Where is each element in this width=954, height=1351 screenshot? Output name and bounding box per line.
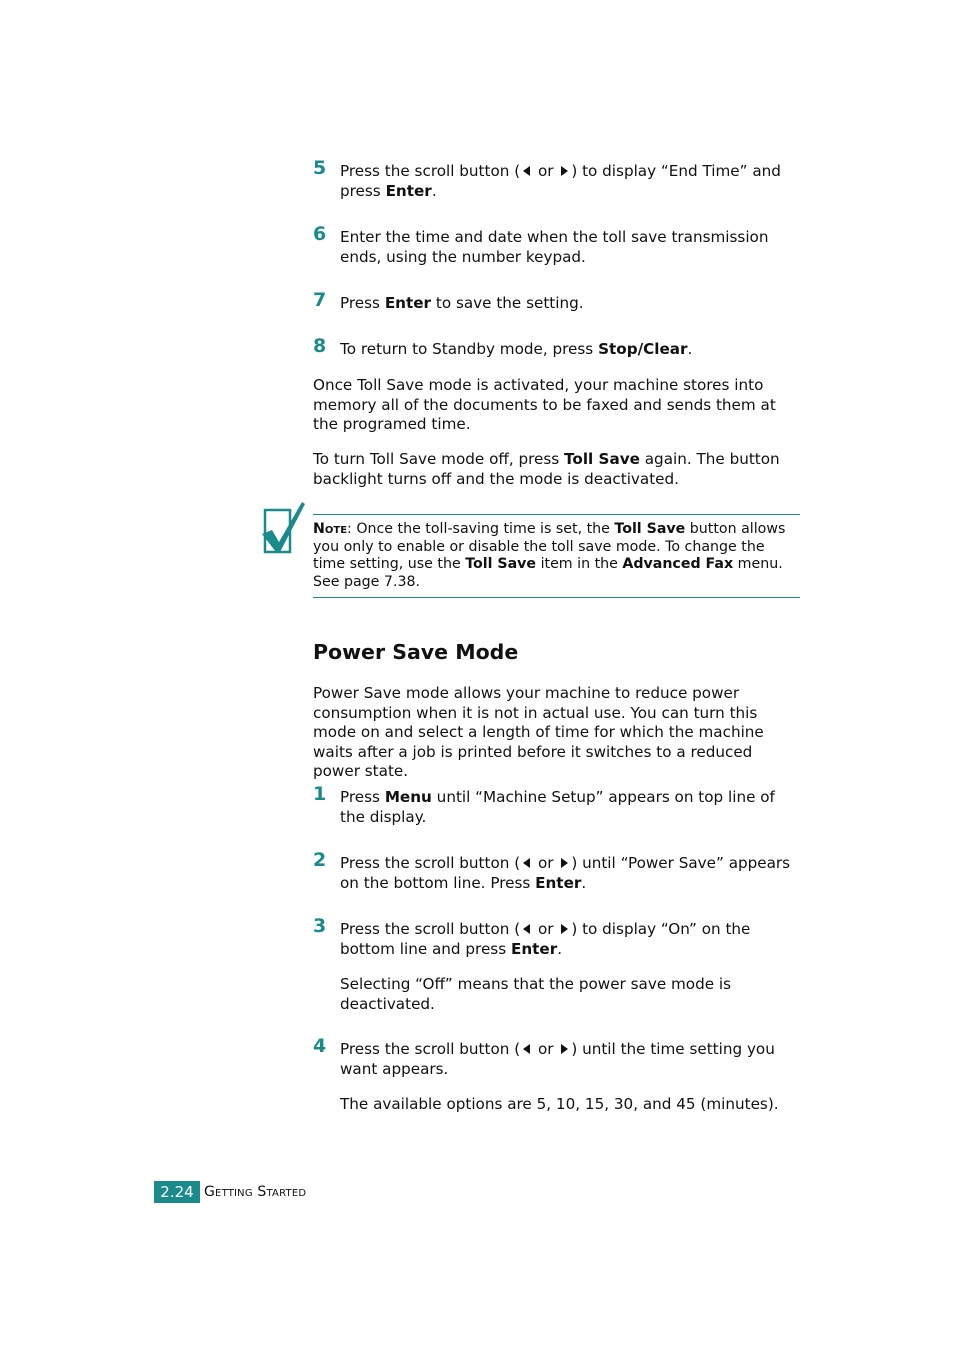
step-text: Press the scroll button ( or ) to display “End Time” and press Enter. — [340, 162, 781, 200]
note-text: Note: Once the toll-saving time is set, the Toll Save button allows you only to enable or disable the toll save mode. To change the time setting, use the Toll Save item in the Advanced Fax menu. See page 7.38. — [313, 521, 786, 591]
step-text: To return to Standby mode, press Stop/Clear. — [340, 340, 693, 358]
scroll-right-icon — [561, 1044, 568, 1054]
step-text: Enter the time and date when the toll save transmission ends, using the number keypad. — [340, 228, 769, 266]
note-checkmark-icon — [262, 500, 306, 556]
toll-save-off-paragraph: To turn Toll Save mode off, press Toll Save again. The button backlight turns off and the mode is deactivated. — [313, 450, 780, 488]
scroll-left-icon — [523, 1044, 530, 1054]
power-save-intro: Power Save mode allows your machine to reduce power consumption when it is not in actual use. You can turn this mode on and select a length of time for which the machine waits after a job is printed before it switches to a reduced power state. — [313, 684, 764, 780]
scroll-left-icon — [523, 858, 530, 868]
scroll-left-icon — [523, 166, 530, 176]
step-text: Press the scroll button ( or ) until the time setting you want appears. — [340, 1040, 775, 1078]
step-text: Press Enter to save the setting. — [340, 294, 584, 312]
step-text: Press the scroll button ( or ) to display “On” on the bottom line and press Enter. — [340, 920, 751, 958]
section-title: Power Save Mode — [313, 640, 519, 664]
step-number: 8 — [313, 335, 327, 357]
scroll-right-icon — [561, 924, 568, 934]
step-note: The available options are 5, 10, 15, 30, and 45 (minutes). — [340, 1095, 779, 1113]
step-number: 4 — [313, 1035, 327, 1057]
step-number: 2 — [313, 849, 327, 871]
scroll-left-icon — [523, 924, 530, 934]
step-number: 1 — [313, 783, 327, 805]
toll-save-paragraph: Once Toll Save mode is activated, your machine stores into memory all of the documents to be faxed and sends them at the programed time. — [313, 376, 776, 433]
step-note: Selecting “Off” means that the power save mode is deactivated. — [340, 975, 732, 1013]
note-label: Note — [313, 521, 348, 537]
note-box — [313, 514, 800, 598]
chapter-title: Getting Started — [204, 1184, 307, 1200]
step-number: 5 — [313, 157, 327, 179]
scroll-right-icon — [561, 166, 568, 176]
step-number: 3 — [313, 915, 327, 937]
step-text: Press the scroll button ( or ) until “Power Save” appears on the bottom line. Press Enter. — [340, 854, 791, 892]
step-number: 7 — [313, 289, 327, 311]
step-text: Press Menu until “Machine Setup” appears on top line of the display. — [340, 788, 775, 826]
page-number: 2.24 — [154, 1181, 200, 1203]
scroll-right-icon — [561, 858, 568, 868]
step-number: 6 — [313, 223, 327, 245]
